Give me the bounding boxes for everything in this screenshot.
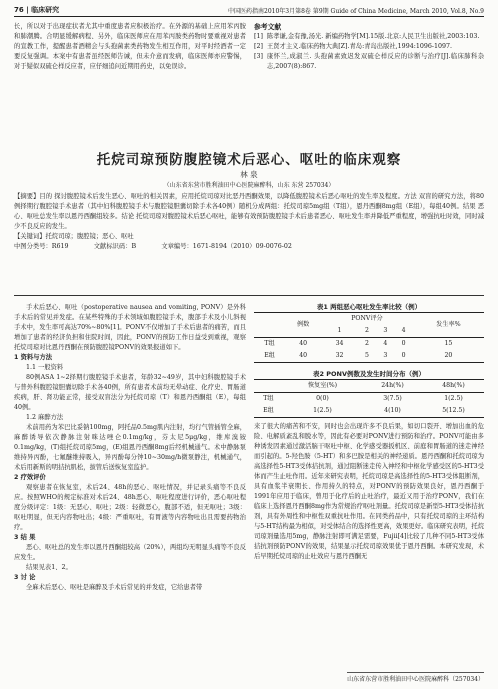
table1 (254, 312, 484, 363)
table2-header: 24h(%) (381, 382, 404, 389)
section-heading: 3 讨 论 (14, 574, 36, 581)
table-cell: E组 (263, 407, 274, 414)
intro-paragraph: 长，所以对于出现症状者尤其中重度患者应积极治疗。在外源的基础上应用苯丙胺和肺潮腾。合明显缓解病程、另外，临床医师应在用苯丙胺类药物时要重视对患者的宣教工作，提醒患者酒精会与头孢菌素类药物发生相互作用，对平时经酒者一定要反复强调。本案中有患者虽经医师告诫，但未介意而发病，临床医师亦应警惕，对于疑似双硫仑样反应者，应仔细追问近期用药史，以免误诊。 (14, 23, 246, 70)
reference-text: 王贤才主义.临床药物大典[Z].青岛:青岛出版社,1994:1096-1097. (266, 43, 453, 50)
table-cell: 1(2.5) (313, 407, 332, 414)
table-cell: 32 (335, 352, 344, 359)
abstract-classification: 中图分类号：R619 文献标识码：B 文章编号：1671-8194（2010）09-0076-02 (14, 243, 292, 250)
table1-score-col: 2 (365, 327, 369, 334)
table1-col-rate: 发生率% (413, 313, 484, 338)
body-paragraph: 术前用药为苯巴比妥钠100mg，阿托品0.5mg肌内注射，均行气管插管全麻，麻醉诱导依次静脉注射咪达唑仑0.1mg/kg，芬太尼5μg/kg，维库溴铵0.1mg/kg，(T)组托烷司琼5mg，(E)组恩丹西酮8mg后经机械通气。术中静脉泵维持异丙酚，七氟醚维持吸入，异丙酚每分钟10~30mg/h微泵静注，机械通气，术后用新斯的明拮抗肌松，拔管后送恢复室监护。 (14, 424, 246, 471)
body-paragraph: 恶心、呕吐总的发生率以恩丹西酮组较高（20%），两组均无明显头痛等不良反应发生。 (14, 544, 246, 561)
page-number: 76 | 临床研究 (14, 6, 60, 14)
table2 (254, 379, 484, 418)
table1-caption: 表1 两组恶心呕吐发生率比较（例） (316, 303, 422, 311)
article-author: 林 泉 (240, 170, 258, 179)
table-cell: T组 (264, 340, 275, 347)
section-heading: 1 资料与方法 (14, 354, 53, 361)
intro-column (14, 22, 246, 72)
body-paragraph: 80例ASA 1~2择期行腹腔镜手术患者，年龄32~49岁，其中妇科腹腔镜手术与普外科腹腔镜胆囊切除手术各40例，所有患者术前均无晕动症、化疗史、胃肠道疾病，肝、肾功能正常，接受双盲法分为托烷司琼（T）和恩丹西酮组（E），每组40例。 (14, 374, 246, 411)
table-cell: 40 (299, 340, 308, 347)
table-row (254, 338, 484, 351)
table-cell: 34 (335, 340, 344, 347)
body-paragraph: 全麻术后恶心、呕吐是麻醉及手术后常见的并发症，它给患者带 (26, 584, 203, 591)
table2-header: 恢复室(%) (307, 382, 338, 389)
body-left-column (14, 303, 246, 593)
body-paragraph: 手术后恶心、呕吐（postoperative nausea and vomiting, PONV）是外科手术后的常见并发症。在某些特殊的手术领域如腹腔镜手术，腹部手术及小儿斜视手术中，发生率可高达70%~80%[1]。PONV不仅增加了手术后患者的痛苦，而且增加了患者的经济负担和住院时间，因此，PONV的预防工作日益受到重视，观察托烷司琼对比恩丹西酮在预防腹腔镜PONV的效果报道如下。 (14, 304, 246, 351)
table-cell: 3 (383, 352, 388, 359)
body-right-column (254, 300, 484, 562)
reference-item (254, 42, 484, 52)
table-cell: 5 (365, 352, 369, 359)
footer-affiliation: 山东省东营市胜利油田中心医院麻醉科（257034） (347, 672, 484, 683)
table-row (254, 350, 484, 363)
abstract-separator (14, 295, 484, 296)
article-title: 托烷司琼预防腹腔镜术后恶心、呕吐的临床观察 (96, 152, 402, 168)
reference-text: 陈孝谦,金有豫,汤光. 新编药物学[M].15版.北京:人民卫生出版社,2003:103. (266, 33, 480, 40)
table1-group-header: PONV评分 (351, 315, 383, 322)
table1-score-col: 3 (383, 327, 388, 334)
table1-score-col: 1 (337, 327, 342, 334)
table-cell: 5(12.5) (442, 407, 465, 414)
table-cell: 0 (401, 340, 406, 347)
table-row (254, 393, 484, 406)
table-cell: 4(10) (384, 407, 401, 414)
table-cell: E组 (264, 352, 275, 359)
table-cell: T组 (263, 395, 274, 402)
reference-item (254, 52, 484, 72)
reference-number: [3] (254, 53, 263, 60)
abstract-summary: 【摘要】目的 探讨腹腔镜术后发生恶心、呕吐的相关因素，应用托烷司琼对比恶丹西酮效果，以降低腹腔镜术后恶心呕吐的发生率及程度。方法 双盲的研究方法，将80例择期行腹腔镜手术患者（其中妇科腹腔镜手术与腹腔镜胆囊切除手术各40例）随机分成两组：托烷司琼5mg组（T组），恩丹西酮8mg组（E组），每组40例。结果 恶心、呕吐总发生率以恩丹西酮组较多。结论 托烷司琼对腹腔镜术后恶心呕吐，能够有效预防腹腔镜手术后患者恶心、呕吐发生率并降低严重程度，增强抗吐时效，同时减少不良反应的发生。 (14, 193, 484, 230)
section-heading: 2 疗效评价 (14, 474, 46, 481)
table-cell: 0 (401, 352, 406, 359)
table2-header: 48h(%) (442, 382, 465, 389)
journal-info: 中国医药指南2010年3月第8卷 第9期 Guide of China Medicine, March 2010, Vol.8, No.9 (228, 8, 484, 15)
table-cell: 4 (383, 340, 388, 347)
abstract-keywords: 【关键词】托烷司琼；腹腔镜；恶心、呕吐 (14, 233, 134, 240)
table1-score-col: 4 (401, 327, 406, 334)
table-cell: 15 (444, 340, 453, 347)
table-cell: 40 (299, 352, 308, 359)
reference-text: 康怀兰,成淑兰. 头孢菌素致迟发双硫仑样反应的诊断与治疗[J].临床肺科杂志,2007(8):867. (266, 53, 484, 70)
table-cell: 1(2.5) (444, 395, 463, 402)
table-cell: 0(0) (316, 395, 329, 402)
reference-number: [1] (254, 33, 263, 40)
header-rule (14, 16, 484, 17)
body-paragraph: 1.2 麻醉方法 (26, 414, 64, 421)
references-heading: 参考文献 (254, 23, 282, 31)
article-affiliation: （山东省东营市胜利油田中心医院麻醉科，山东 东营 257034） (163, 182, 335, 189)
right-body-text: 来了很大的痛苦和不安，同时也会出现许多不良后果，如切口裂开、增加出血的危险、电解质紊乱和脱水等，因此有必要对PONV进行预防和治疗。PONV可能由多种诱发因素通过激活脑干呕吐中枢、化学感受器扳机区、前庭和胃肠道的迷走神经而引起的。5-羟色胺（5-HT）和多巴胺是相关的神经递质。恩丹西酮和托烷司琼为高选择性5-HT3受体拮抗剂，通过阻断迷走传入神经和中枢化学感受区的5-HT3受体而产生止吐作用。近年来研究表明，托烷司琼是高选择性的5-HT3受体阻断剂，具有血浆半衰期长、作用持久的特点，对PONV的预防效果良好，恩丹西酮于1991年应用于临床，曾用于化疗后的止吐治疗，最近又用于治疗PONV，我们在临床上选择恩丹西酮8mg作为常规治疗呕吐剂量。托烷司琼是新型5-HT3受体拮抗剂，具有外周性和中枢性双重抗吐作用。在同类药品中，只有托烷司琼的主环结构与5-HT结构最为相似，对受体结合的选择性更高，效果更好。临床研究表明，托烷司琼剂量选用5mg，静脉注射即可满足需要，Fujii[4]比较了几种不同5-HT3受体拮抗剂预防PONV的效果，结果显示托烷司琼效果优于恩丹西酮。本研究发现，术后早期托烷司琼的止吐效应与恩丹西酮无 (254, 423, 484, 560)
table1-col-cases: 例数 (285, 313, 321, 338)
body-paragraph: 1.1 一般资料 (26, 364, 64, 371)
table-cell: 2 (365, 340, 369, 347)
abstract (14, 192, 484, 252)
table-cell: 20 (444, 352, 453, 359)
table-cell: 3(7.5) (383, 395, 402, 402)
table-row (254, 405, 484, 418)
reference-item (254, 32, 484, 42)
references (254, 22, 484, 72)
reference-number: [2] (254, 43, 263, 50)
table2-caption: 表2 PONV例数及发生时间分布（例） (312, 370, 426, 378)
body-paragraph: 观察患者在恢复室，术后24、48h的恶心、呕吐情况，并记录头痛等不良反应。按照WHO的规定标准对术后24、48h恶心、呕吐程度进行评价，恶心呕吐程度分级评定：1级：无恶心、呕吐；2级：轻微恶心，腹部不适，但无呕吐；3级：呕吐明显，但无内容物吐出；4级：严重呕吐，有胃液等内容物吐出且需要药物治疗。 (14, 484, 246, 531)
body-paragraph: 结果见表1、2。 (26, 564, 72, 571)
section-heading: 3 结 果 (14, 534, 36, 541)
